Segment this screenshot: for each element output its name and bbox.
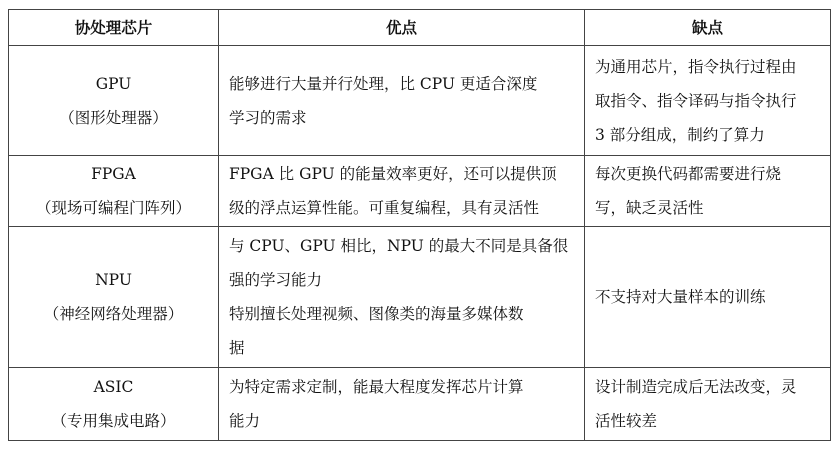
chip-name: FPGA	[91, 165, 136, 183]
pros-line: 能力	[229, 412, 261, 430]
chip-full-name: （现场可编程门阵列）	[35, 199, 191, 217]
pros-line: 能够进行大量并行处理，比 CPU 更适合深度	[229, 74, 538, 93]
cons-line: 活性较差	[595, 412, 658, 430]
pros-line: FPGA 比 GPU 的能量效率更好，还可以提供顶	[229, 165, 557, 183]
table-row-asic	[9, 368, 831, 441]
pros-line: 特别擅长处理视频、图像类的海量多媒体数	[229, 305, 524, 323]
chip-cell	[9, 227, 219, 368]
pros-line: 学习的需求	[229, 108, 307, 127]
pros-line: 与 CPU、GPU 相比，NPU 的最大不同是具备很	[229, 237, 569, 255]
chip-cell	[9, 46, 219, 156]
header-chip: 协处理芯片	[9, 10, 219, 46]
pros-line: 据	[229, 339, 245, 357]
chip-full-name: （神经网络处理器）	[43, 305, 184, 323]
cons-line: 每次更换代码都需要进行烧	[595, 165, 782, 183]
pros-line: 强的学习能力	[229, 271, 323, 289]
chip-cell	[9, 156, 219, 227]
chip-name: ASIC	[93, 378, 134, 396]
table-row-fpga	[9, 156, 831, 227]
cons-cell	[585, 368, 831, 441]
pros-line: 为特定需求定制，能最大程度发挥芯片计算	[229, 378, 524, 396]
chip-name: GPU	[95, 74, 132, 93]
table-row-gpu	[9, 46, 831, 156]
pros-line: 级的浮点运算性能。可重复编程，具有灵活性	[229, 199, 540, 217]
header-row	[9, 10, 831, 46]
pros-cell	[219, 46, 585, 156]
pros-cell	[219, 368, 585, 441]
cons-line: 写，缺乏灵活性	[595, 199, 704, 217]
chip-name: NPU	[95, 271, 132, 289]
cons-cell	[585, 156, 831, 227]
pros-cell	[219, 227, 585, 368]
chip-full-name: （图形处理器）	[59, 108, 168, 127]
cons-line: 不支持对大量样本的训练	[595, 288, 766, 306]
cons-line: 3 部分组成，制约了算力	[595, 125, 765, 144]
cons-line: 取指令、指令译码与指令执行	[595, 91, 797, 110]
header-pros: 优点	[219, 10, 585, 46]
header-cons: 缺点	[585, 10, 831, 46]
chip-full-name: （专用集成电路）	[51, 412, 176, 430]
cons-cell	[585, 46, 831, 156]
chip-comparison-table	[8, 9, 831, 441]
pros-cell	[219, 156, 585, 227]
cons-cell	[585, 227, 831, 368]
chip-cell	[9, 368, 219, 441]
table-row-npu	[9, 227, 831, 368]
cons-line: 设计制造完成后无法改变，灵	[595, 378, 797, 396]
cons-line: 为通用芯片，指令执行过程由	[595, 57, 797, 76]
